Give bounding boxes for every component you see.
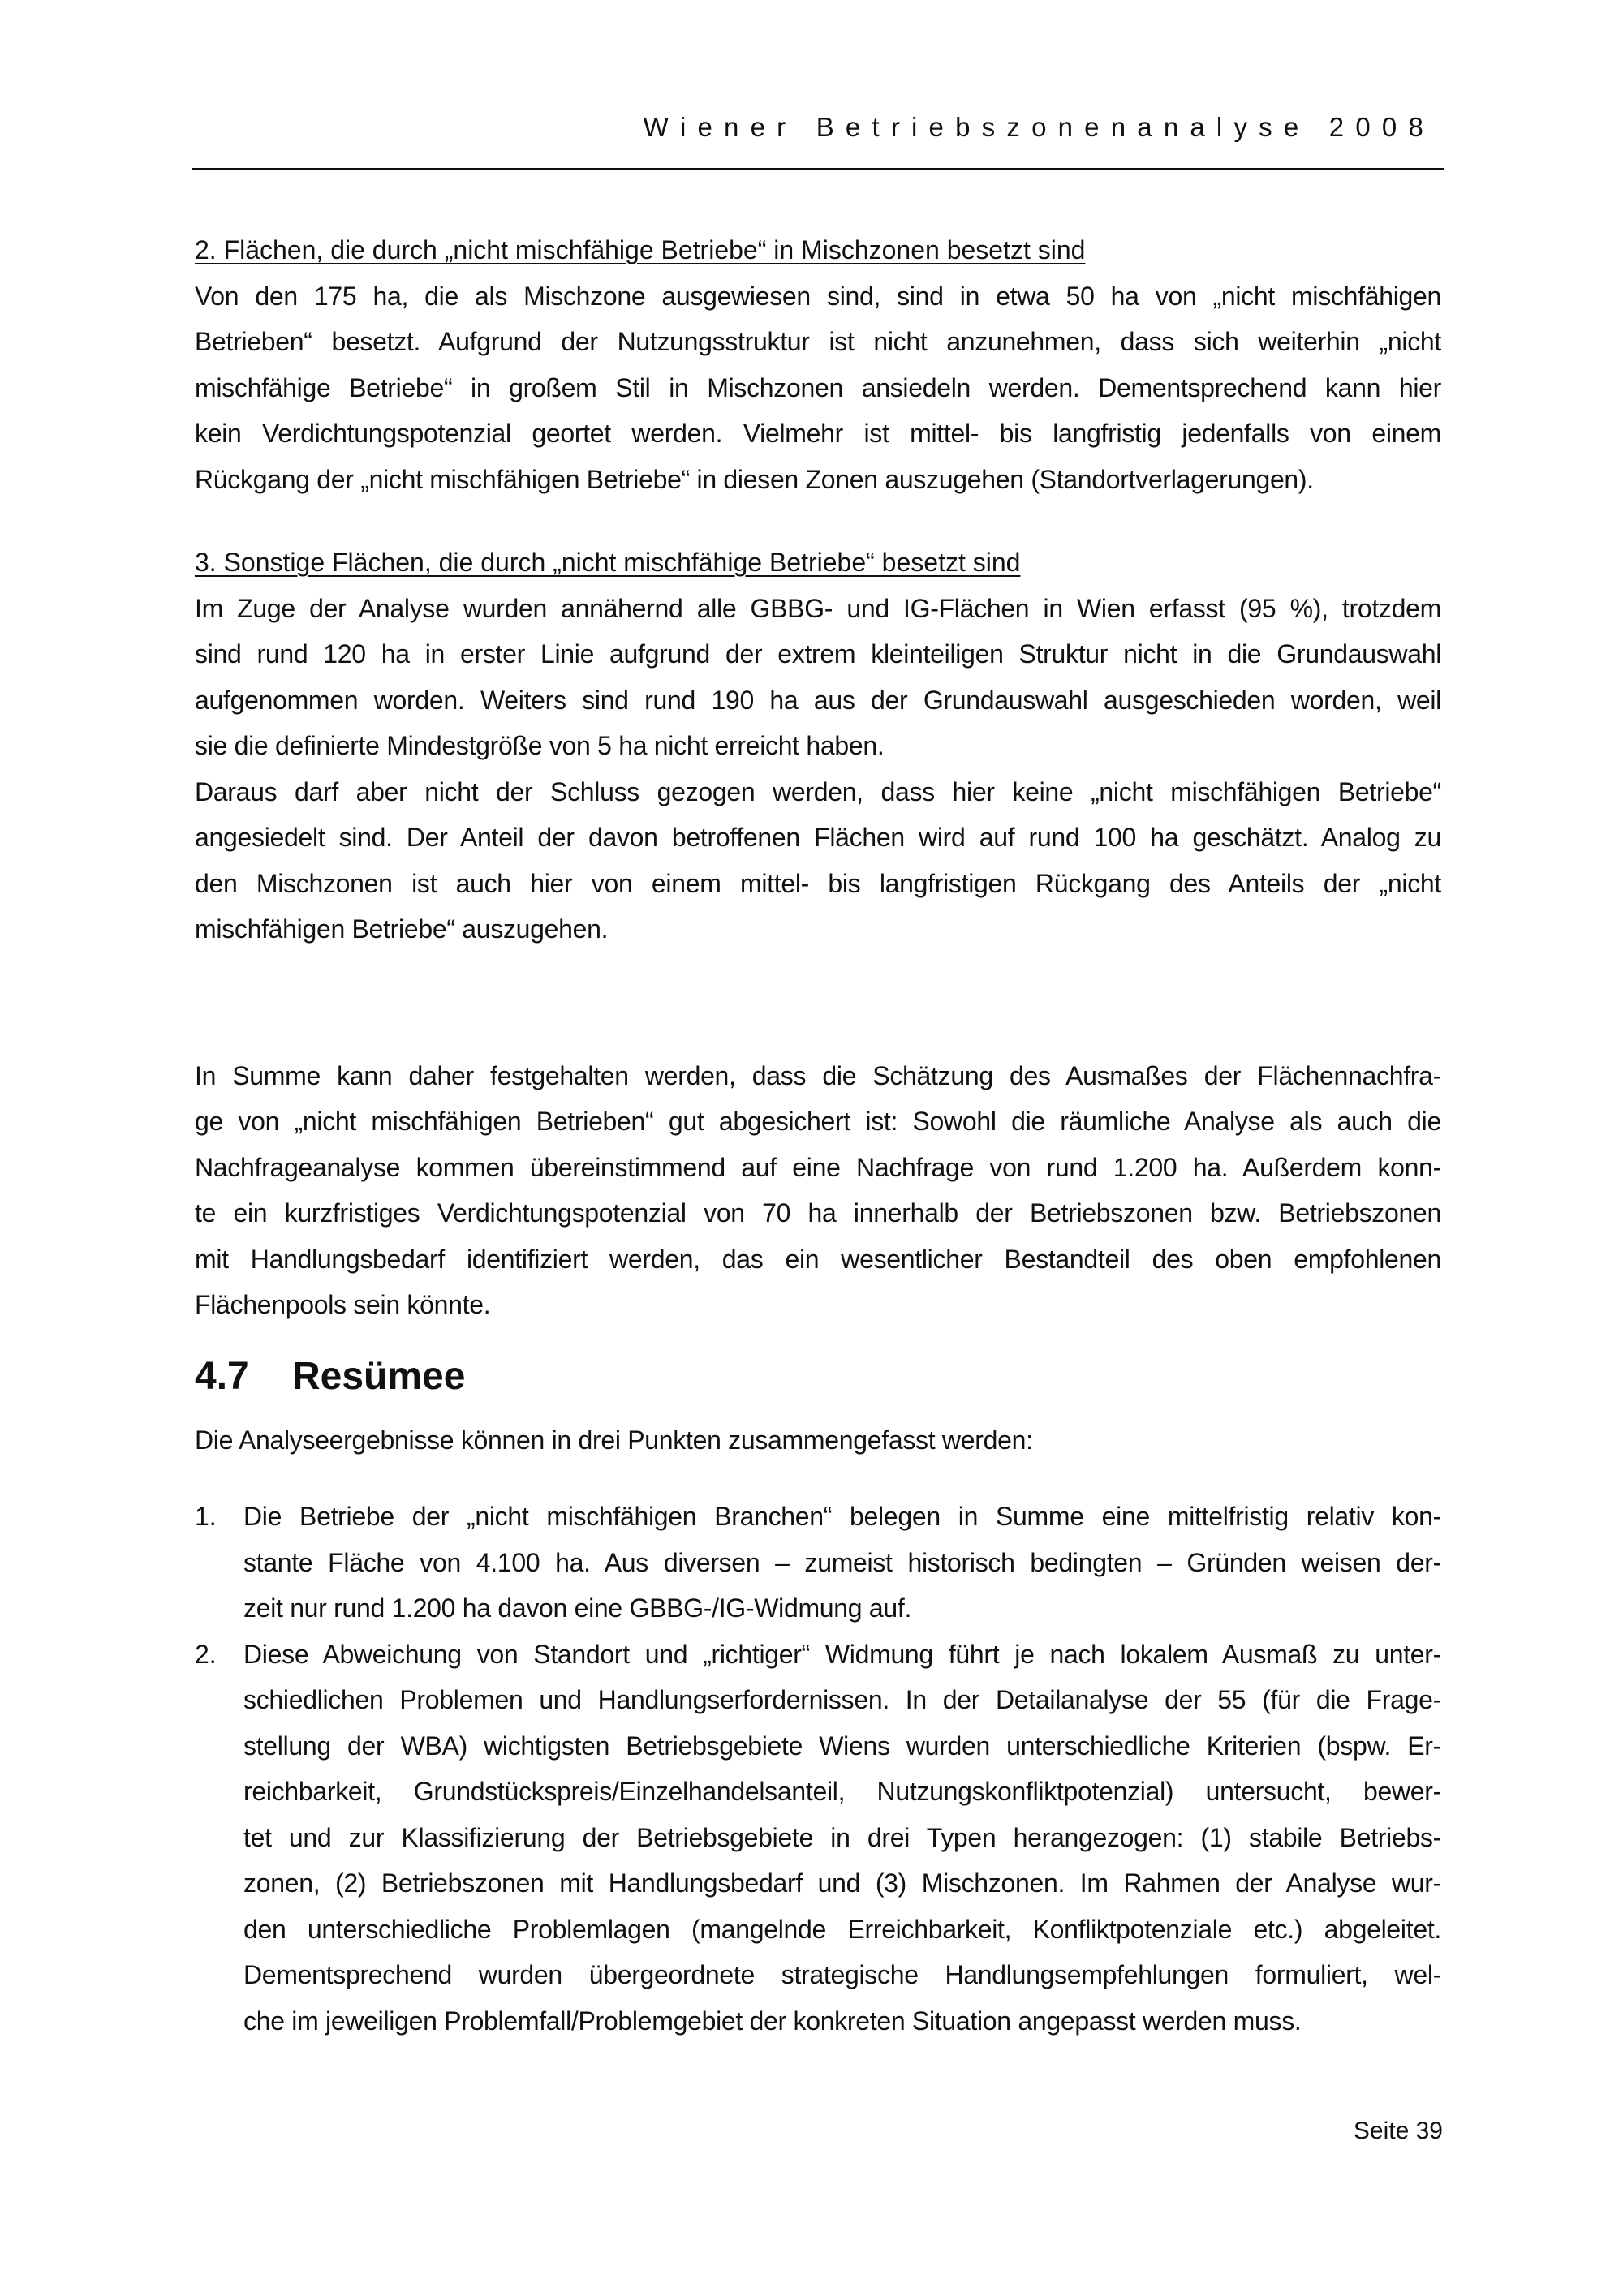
text-line: Diese Abweichung von Standort und „richtiger“ Widmung führt je nach lokalem Ausmaß zu unter-: [243, 1639, 1441, 1669]
section-3-paragraph-2: [195, 769, 1441, 952]
spacer: [195, 1463, 1441, 1494]
section-2-heading: [195, 227, 1441, 273]
summary-list: [195, 1494, 1441, 2044]
text-line: kein Verdichtungspotenzial geortet werden. Vielmehr ist mittel- bis langfristig jedenfalls von einem: [195, 419, 1441, 448]
text-line: stante Fläche von 4.100 ha. Aus diversen – zumeist historisch bedingten – Gründen weisen der-: [243, 1547, 1441, 1577]
text-line: mischfähige Betriebe“ in großem Stil in Mischzonen ansiedeln werden. Dementsprechend kann hier: [195, 372, 1441, 402]
text-line: te ein kurzfristiges Verdichtungspotenzial von 70 ha innerhalb der Betriebszonen bzw. Betriebszonen: [195, 1198, 1441, 1228]
text-line: sind rund 120 ha in erster Linie aufgrund der extrem kleinteiligen Struktur nicht in die Grundauswahl: [195, 639, 1441, 669]
text-line: mischfähigen Betriebe“ auszugehen.: [195, 914, 609, 944]
list-item-body: [243, 1494, 1441, 1632]
chapter-title: Resümee: [292, 1354, 466, 1398]
section-3-heading: [195, 540, 1441, 586]
text-line: tet und zur Klassifizierung der Betriebsgebiete in drei Typen herangezogen: (1) stabile Betriebs-: [243, 1822, 1441, 1852]
list-item: [195, 1632, 1441, 2044]
spacer: [195, 502, 1441, 540]
text-line: den Mischzonen ist auch hier von einem mittel- bis langfristigen Rückgang des Anteils der „nicht: [195, 868, 1441, 898]
text-line: Im Zuge der Analyse wurden annähernd alle GBBG- und IG-Flächen in Wien erfasst (95 %), trotzdem: [195, 593, 1441, 623]
text-line: Von den 175 ha, die als Mischzone ausgewiesen sind, sind in etwa 50 ha von „nicht mischfähigen: [195, 281, 1441, 311]
text-line: den unterschiedliche Problemlagen (mangelnde Erreichbarkeit, Konfliktpotenziale etc.) abgeleitet.: [243, 1914, 1441, 1944]
summary-paragraph: [195, 1053, 1441, 1328]
text-line: Die Betriebe der „nicht mischfähigen Branchen“ belegen in Summe eine mittelfristig relativ kon-: [243, 1502, 1441, 1531]
page-number: Seite 39: [1353, 2118, 1443, 2144]
text-line: zeit nur rund 1.200 ha davon eine GBBG-/IG-Widmung auf.: [243, 1593, 912, 1623]
text-line: aufgenommen worden. Weiters sind rund 190 ha aus der Grundauswahl ausgeschieden worden, weil: [195, 685, 1441, 715]
text-line: Betrieben“ besetzt. Aufgrund der Nutzungsstruktur ist nicht anzunehmen, dass sich weiterhin „nicht: [195, 327, 1441, 356]
chapter-intro: Die Analyseergebnisse können in drei Punkten zusammengefasst werden:: [195, 1425, 1033, 1455]
text-line: ge von „nicht mischfähigen Betrieben“ gut abgesichert ist: Sowohl die räumliche Analyse als auch die: [195, 1107, 1441, 1136]
list-marker: 2.: [195, 1639, 217, 1669]
text-line: Nachfrageanalyse kommen übereinstimmend auf eine Nachfrage von rund 1.200 ha. Außerdem konn-: [195, 1152, 1441, 1182]
text-line: stellung der WBA) wichtigsten Betriebsgebiete Wiens wurden unterschiedliche Kriterien (bspw. Er-: [243, 1731, 1441, 1761]
header-rule: [192, 168, 1444, 170]
chapter-heading: [195, 1352, 1441, 1401]
page-content: [195, 227, 1441, 2044]
list-item-body: [243, 1632, 1441, 2044]
text-line: Dementsprechend wurden übergeordnete strategische Handlungsempfehlungen formuliert, wel-: [243, 1960, 1441, 1989]
text-line: Flächenpools sein könnte.: [195, 1290, 491, 1319]
text-line: zonen, (2) Betriebszonen mit Handlungsbedarf und (3) Mischzonen. Im Rahmen der Analyse wur-: [243, 1868, 1441, 1898]
text-line: sie die definierte Mindestgröße von 5 ha nicht erreicht haben.: [195, 731, 885, 760]
text-line: mit Handlungsbedarf identifiziert werden, das ein wesentlicher Bestandteil des oben empfohlenen: [195, 1244, 1441, 1274]
text-line: Daraus darf aber nicht der Schluss gezogen werden, dass hier keine „nicht mischfähigen Betriebe“: [195, 776, 1441, 806]
chapter-number: 4.7: [195, 1354, 249, 1398]
list-marker: 1.: [195, 1502, 217, 1531]
text-line: angesiedelt sind. Der Anteil der davon betroffenen Flächen wird auf rund 100 ha geschätzt. Analog zu: [195, 823, 1441, 852]
section-2-paragraph: [195, 273, 1441, 503]
text-line: In Summe kann daher festgehalten werden, dass die Schätzung des Ausmaßes der Flächennachfra-: [195, 1060, 1441, 1090]
text-line: che im jeweiligen Problemfall/Problemgebiet der konkreten Situation angepasst werden muss.: [243, 2006, 1302, 2036]
text-line: reichbarkeit, Grundstückspreis/Einzelhandelsanteil, Nutzungskonfliktpotenzial) untersucht, bewer-: [243, 1777, 1441, 1806]
running-header-title: Wiener Betriebszonenanalyse 2008: [643, 112, 1435, 142]
section-3-heading-text: 3. Sonstige Flächen, die durch „nicht mischfähige Betriebe“ besetzt sind: [195, 548, 1021, 577]
text-line: Rückgang der „nicht mischfähigen Betriebe“ in diesen Zonen auszugehen (Standortverlagerungen).: [195, 464, 1314, 494]
list-item: [195, 1494, 1441, 1632]
section-2-heading-text: 2. Flächen, die durch „nicht mischfähige Betriebe“ in Mischzonen besetzt sind: [195, 235, 1086, 264]
spacer: [195, 952, 1441, 1053]
section-3-paragraph-1: [195, 586, 1441, 769]
text-line: schiedlichen Problemen und Handlungserfordernissen. In der Detailanalyse der 55 (für die Frage-: [243, 1685, 1441, 1714]
